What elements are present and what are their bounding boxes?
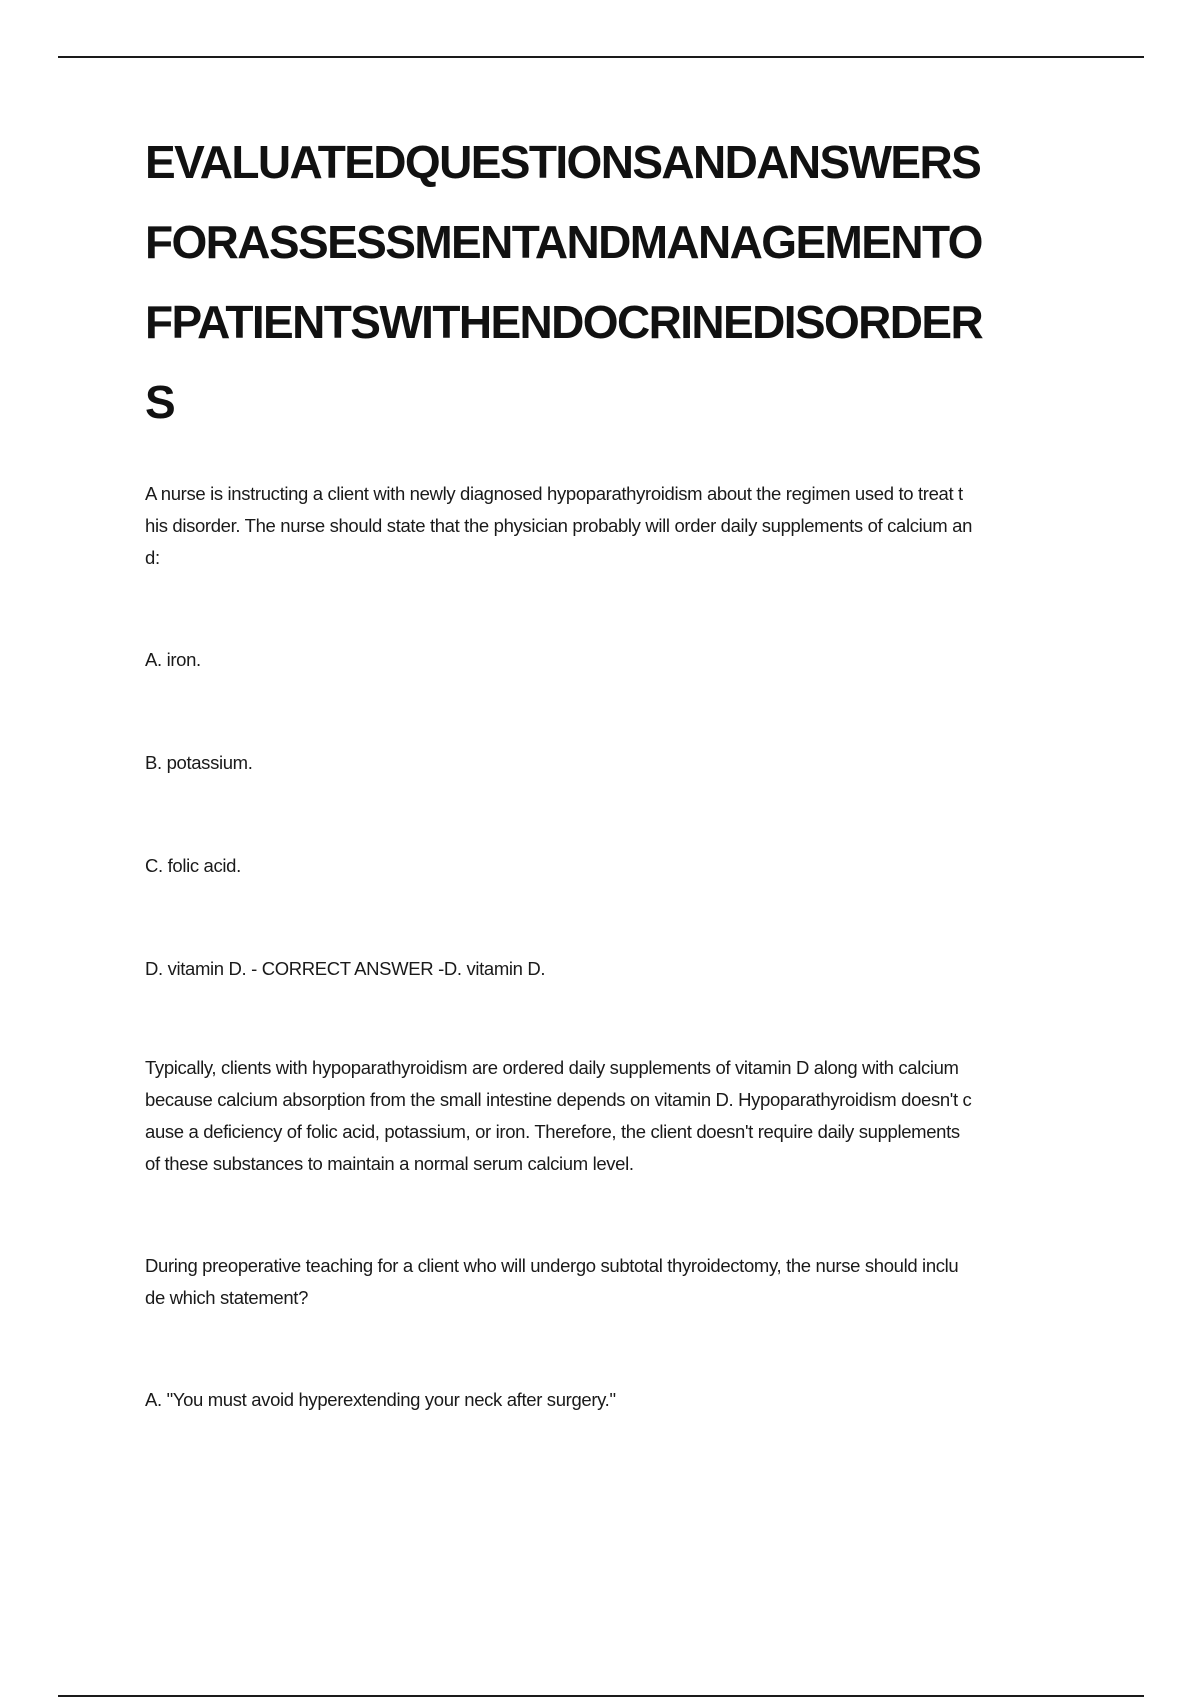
document-title (145, 122, 1095, 442)
rationale-line: ause a deficiency of folic acid, potassium, or iron. Therefore, the client doesn't require daily supplements (145, 1121, 960, 1142)
question-1-stem (145, 478, 972, 574)
title-line: FORASSESSMENTANDMANAGEMENTO (145, 216, 982, 268)
rationale-line: Typically, clients with hypoparathyroidism are ordered daily supplements of vitamin D along with calcium (145, 1057, 959, 1078)
bottom-rule (58, 1695, 1144, 1697)
title-line: FPATIENTSWITHENDOCRINEDISORDER (145, 296, 983, 348)
document-body (145, 136, 1095, 1410)
question-1-stem-line: A nurse is instructing a client with newly diagnosed hypoparathyroidism about the regimen used to treat t (145, 483, 963, 504)
question-1-stem-line: d: (145, 547, 160, 568)
title-line: EVALUATEDQUESTIONSANDANSWERS (145, 136, 981, 188)
question-2-stem-line: During preoperative teaching for a client who will undergo subtotal thyroidectomy, the nurse should inclu (145, 1255, 959, 1276)
title-line: S (145, 376, 175, 428)
question-2-option-a: A. "You must avoid hyperextending your neck after surgery." (145, 1389, 616, 1410)
question-2-stem-line: de which statement? (145, 1287, 309, 1308)
question-1-option-b: B. potassium. (145, 752, 253, 773)
top-rule (58, 56, 1144, 58)
rationale-line: of these substances to maintain a normal serum calcium level. (145, 1153, 634, 1174)
question-1-option-d: D. vitamin D. - CORRECT ANSWER -D. vitamin D. (145, 958, 546, 979)
question-1-option-a: A. iron. (145, 649, 201, 670)
question-1-stem-line: his disorder. The nurse should state that the physician probably will order daily supplements of calcium an (145, 515, 973, 536)
rationale-line: because calcium absorption from the small intestine depends on vitamin D. Hypoparathyroidism doesn't c (145, 1089, 972, 1110)
question-1-option-c: C. folic acid. (145, 855, 241, 876)
question-1-rationale (145, 1052, 971, 1180)
question-2-stem (145, 1250, 958, 1314)
